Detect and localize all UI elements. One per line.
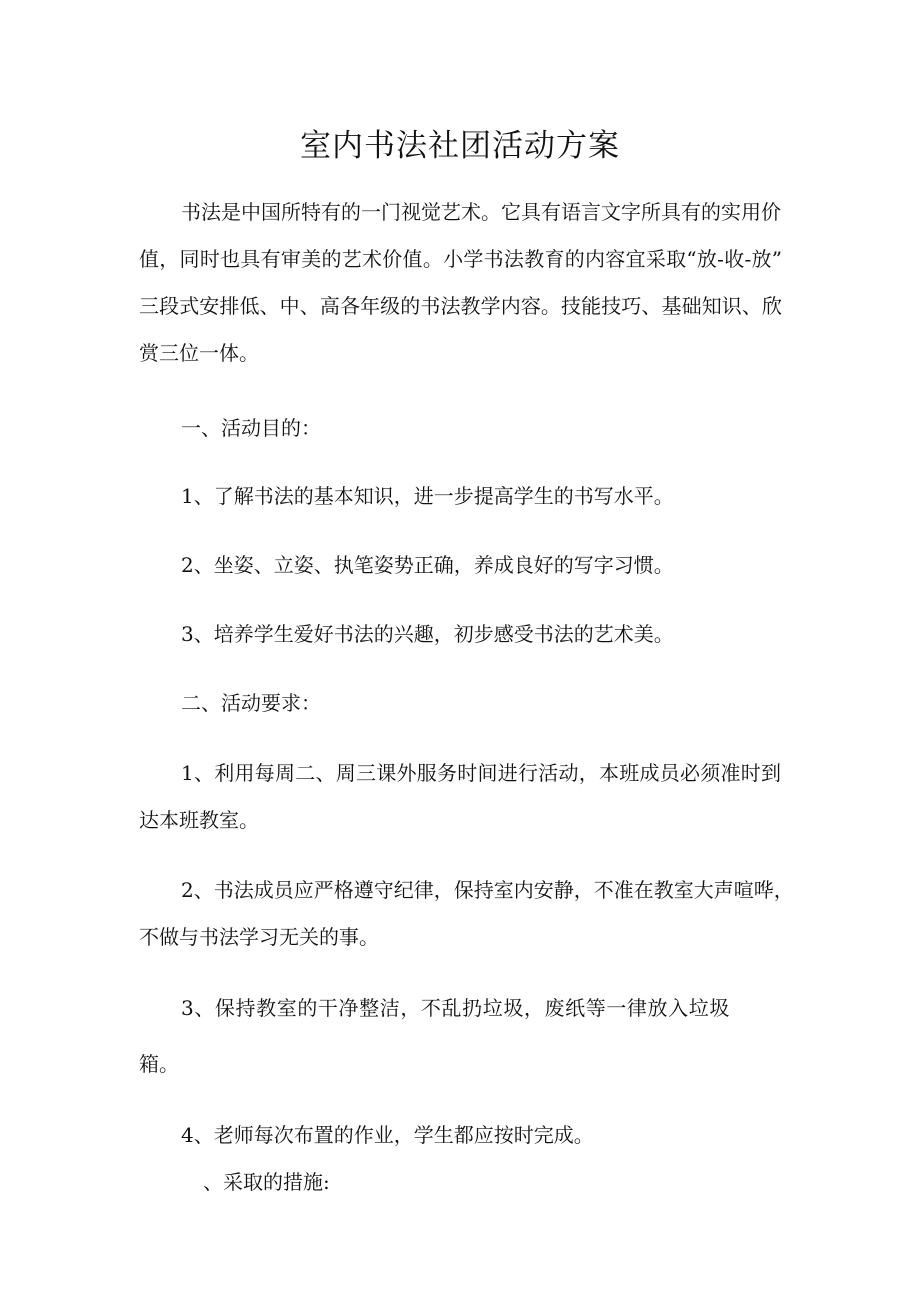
- intro-line-1: 书法是中国所特有的一门视觉艺术。它具有语言文字所具有的实用价: [181, 200, 781, 224]
- section2-item-4: 4、老师每次布置的作业，学生都应按时完成。: [181, 1123, 594, 1147]
- section2-item-1-line-1: 1、利用每周二、周三课外服务时间进行活动，本班成员必须准时到: [181, 761, 781, 785]
- section1-heading: 一、活动目的：: [181, 416, 321, 440]
- section2-item-1-line-2: 达本班教室。: [139, 808, 259, 832]
- intro-line-4: 赏三位一体。: [139, 341, 259, 365]
- intro-line-3: 三段式安排低、中、高各年级的书法教学内容。技能技巧、基础知识、欣: [139, 294, 782, 318]
- section2-item-3-line-1: 3、保持教室的干净整洁，不乱扔垃圾，废纸等一律放入垃圾: [181, 996, 730, 1020]
- section2-item-2-line-1: 2、书法成员应严格遵守纪律，保持室内安静，不准在教室大声喧哗，: [181, 878, 794, 902]
- section2-item-2-line-2: 不做与书法学习无关的事。: [139, 925, 379, 949]
- section1-item-2: 2、坐姿、立姿、执笔姿势正确，养成良好的写字习惯。: [181, 553, 674, 577]
- section1-item-3: 3、培养学生爱好书法的兴趣，初步感受书法的艺术美。: [181, 622, 674, 646]
- section3-heading: 、采取的措施:: [203, 1170, 330, 1194]
- section2-item-3-line-2: 箱。: [139, 1052, 179, 1076]
- section1-item-1: 1、了解书法的基本知识，进一步提高学生的书写水平。: [181, 484, 674, 508]
- section2-heading: 二、活动要求：: [181, 691, 321, 715]
- intro-line-2: 值，同时也具有审美的艺术价值。小学书法教育的内容宜采取“放-收-放”: [139, 247, 782, 271]
- document-title: 室内书法社团活动方案: [300, 128, 620, 164]
